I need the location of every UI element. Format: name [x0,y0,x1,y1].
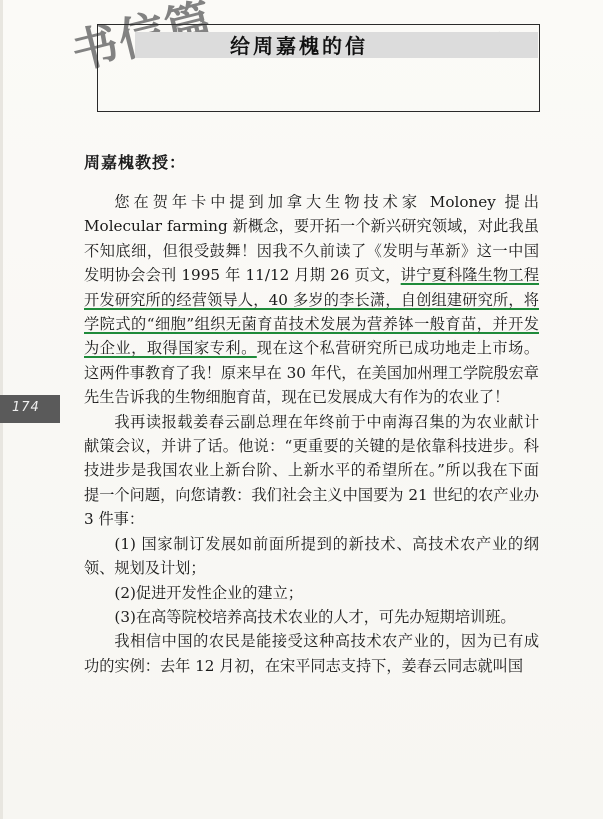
letter-title: 给周嘉槐的信 [230,34,368,58]
list-item: (2)促进开发性企业的建立； [114,583,303,602]
paragraph-1-text: 您在贺年卡中提到加拿大生物技术家 Moloney 提出 Molecular farming 新概念，要开拓一个新兴研究领域，对此我虽不知底细，但很受鼓舞！因我不久前读了《发明与革新》这一中国发明协会会刊 1995 年 11/12 月期 26 页文， [84,193,539,285]
letter-body [84,190,539,678]
paragraph-2: 我再读报载姜春云副总理在年终前于中南海召集的为农业献计献策会议，并讲了话。他说：“更重要的关键的是依靠科技进步。科技进步是我国农业上新台阶、上新水平的希望所在。”所以我在下面提一个问题，向您请教：我们社会主义中国要为 21 世纪的农产业办 3 件事： [84,412,539,529]
closing-paragraph: 我相信中国的农民是能接受这种高技术农产业的，因为已有成功的实例：去年 12 月初，在宋平同志支持下，姜春云同志就叫国 [84,632,539,675]
highlighted-passage: 讲宁夏科隆生物工程开发研究所的经营领导人，40 多岁的李长潇，自创组建研究所，将学院式的“细胞”组织无菌育苗技术发展为营养钵一般育苗，并开发为企业，取得国家专利。 [84,266,540,358]
page-number: 174 [12,400,40,415]
paragraph-1 [84,190,539,410]
paragraph-1-text-cont: 现在这个私营研究所已成功地走上市场。这两件事教育了我！原来早在 30 年代，在美国加州理工学院殷宏章先生告诉我的生物细胞育苗，现在已发展成大有作为的农业了！ [84,339,540,407]
list-item: (3)在高等院校培养高技术农业的人才，可先办短期培训班。 [114,607,516,626]
list-item: (1) 国家制订发展如前面所提到的新技术、高技术农产业的纲领、规划及计划； [84,534,539,578]
letter-greeting: 周嘉槐教授： [84,153,187,172]
